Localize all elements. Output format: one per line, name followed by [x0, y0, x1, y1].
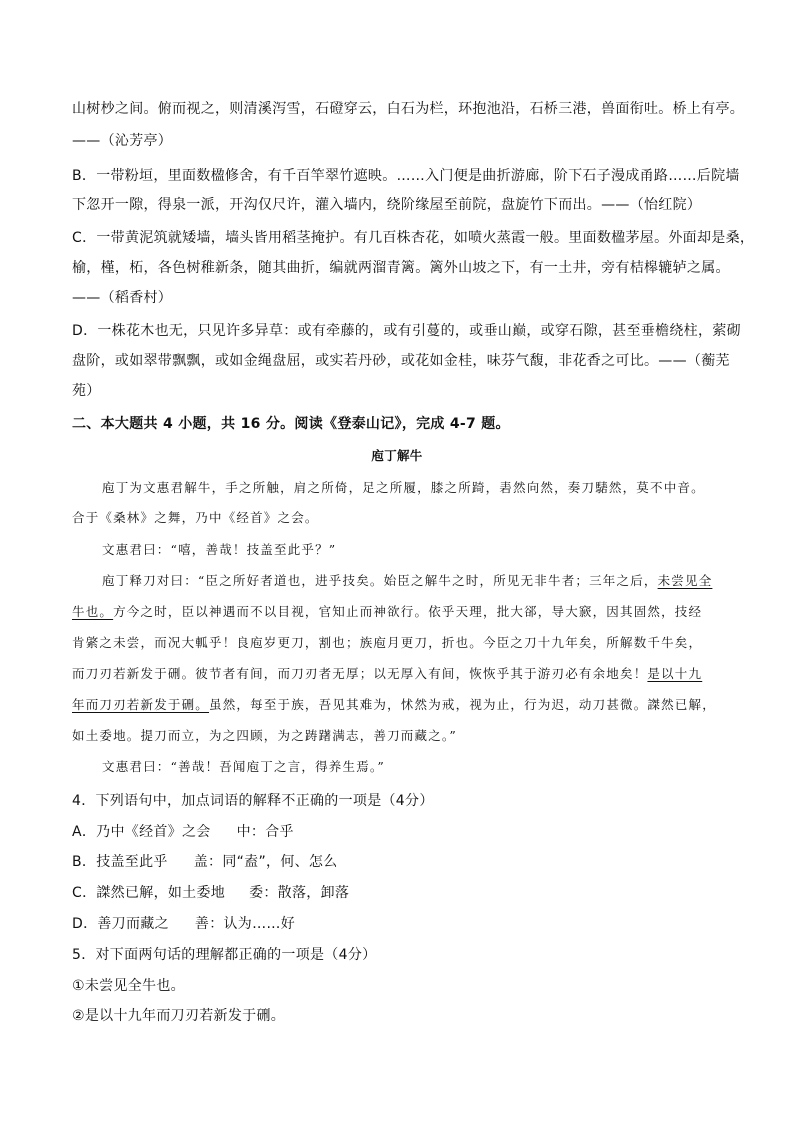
passage-text: 虽然，每至于族，吾见其难为，怵然为戒，视为止，行为迟，动刀甚微。謋然已解， [209, 697, 716, 712]
option-text: C．謋然已解，如土委地 [72, 885, 226, 901]
passage-p1-line-2: 合于《桑林》之舞，乃中《经首》之会。 [72, 510, 319, 525]
passage-p1-line-1: 庖丁为文惠君解牛，手之所触，肩之所倚，足之所履，膝之所踦，砉然向然，奏刀騞然，莫不中音。 [102, 480, 705, 495]
q4-option-c [72, 882, 732, 902]
option-d-line-3: 苑） [72, 383, 101, 399]
option-gloss: 善：认为……好 [194, 916, 295, 932]
option-text: D．善刀而藏之 [72, 916, 169, 932]
q4-option-b [72, 851, 732, 871]
q5-stem: 5．对下面两句话的理解都正确的一项是（4分） [72, 947, 377, 963]
passage-p3-line-4 [72, 664, 732, 682]
option-c-line-1: C．一带黄泥筑就矮墙，墙头皆用稻茎掩护。有几百株杏花，如喷火蒸霞一般。里面数楹茅屋。外面却是桑， [72, 230, 755, 246]
option-d-line-2: 盘阶，或如翠带飘飘，或如金绳盘屈，或实若丹砂，或花如金桂，味芬气馥，非花香之可比。——（蘅芜 [72, 353, 730, 369]
q4-option-a [72, 821, 732, 841]
passage-text: 而刀刃若新发于硎。彼节者有间，而刀刃者无厚；以无厚入有间，恢恢乎其于游刃必有余地矣！ [72, 666, 648, 681]
passage-p3-line-3: 肯綮之未尝，而况大軱乎！良庖岁更刀，割也；族庖月更刀，折也。今臣之刀十九年矣，所解数千牛矣， [72, 635, 703, 650]
option-text: A．乃中《经首》之会 [72, 824, 211, 840]
underlined-sentence-1a: 未尝见全 [657, 573, 713, 588]
underlined-sentence-1b: 牛也。 [72, 604, 114, 619]
option-b-line-1: B．一带粉垣，里面数楹修舍，有千百竿翠竹遮映。……入门便是曲折游廊，阶下石子漫成甬路……后院墙 [72, 168, 740, 184]
q4-option-d [72, 913, 732, 933]
option-gloss: 中：合乎 [236, 824, 294, 840]
option-d-line-1: D．一株花木也无，只见许多异草：或有牵藤的，或有引蔓的，或垂山巅，或穿石隙，甚至垂檐绕柱，萦砌 [72, 323, 741, 339]
passage-p3-line-6: 如土委地。提刀而立，为之四顾，为之踌躇满志，善刀而藏之。” [72, 728, 457, 743]
underlined-sentence-2b: 年而刀刃若新发于硎。 [72, 697, 210, 712]
section-2-heading: 二、本大题共 4 小题，共 16 分。阅读《登泰山记》，完成 4-7 题。 [72, 416, 510, 432]
option-gloss: 盖：同“盍”，何、怎么 [193, 854, 338, 870]
option-c-line-3: ——（稻香村） [72, 290, 173, 306]
passage-p3-line-5 [72, 695, 732, 713]
passage-title: 庖丁解牛 [371, 448, 423, 463]
passage-text: 方今之时，臣以神遇而不以目视，官知止而神欲行。依乎天理，批大郤，导大窾，因其固然，技经 [113, 604, 703, 619]
passage-p4: 文惠君曰：“善哉！吾闻庖丁之言，得养生焉。” [102, 759, 385, 774]
intro-line-2: ——（沁芳亭） [72, 133, 173, 149]
intro-line-1: 山树杪之间。俯而视之，则清溪泻雪，石磴穿云，白石为栏，环抱池沿，石桥三港，兽面衔吐。桥上有亭。 [72, 101, 745, 117]
passage-p3-line-2 [72, 602, 732, 620]
option-c-line-2: 榆，槿，柘，各色树稚新条，随其曲折，编就两溜青篱。篱外山坡之下，有一土井，旁有桔槔辘轳之属。 [72, 260, 730, 276]
underlined-sentence-2a: 是以十九 [647, 666, 703, 681]
q5-sentence-2: ②是以十九年而刀刃若新发于硎。 [72, 1008, 286, 1024]
passage-text: 庖丁释刀对曰：“臣之所好者道也，进乎技矣。始臣之解牛之时，所见无非牛者；三年之后， [102, 573, 658, 588]
passage-p3-line-1 [102, 571, 762, 589]
option-gloss: 委：散落，卸落 [249, 885, 350, 901]
passage-p2: 文惠君曰：“嘻，善哉！技盖至此乎？” [102, 542, 337, 557]
option-text: B．技盖至此乎 [72, 854, 168, 870]
option-b-line-2: 下忽开一隙，得泉一派，开沟仅尺许，灌入墙内，绕阶缘屋至前院，盘旋竹下而出。——（怡红院） [72, 197, 702, 213]
q5-sentence-1: ①未尝见全牛也。 [72, 978, 185, 994]
q4-stem: 4．下列语句中，加点词语的解释不正确的一项是（4分） [72, 793, 434, 809]
